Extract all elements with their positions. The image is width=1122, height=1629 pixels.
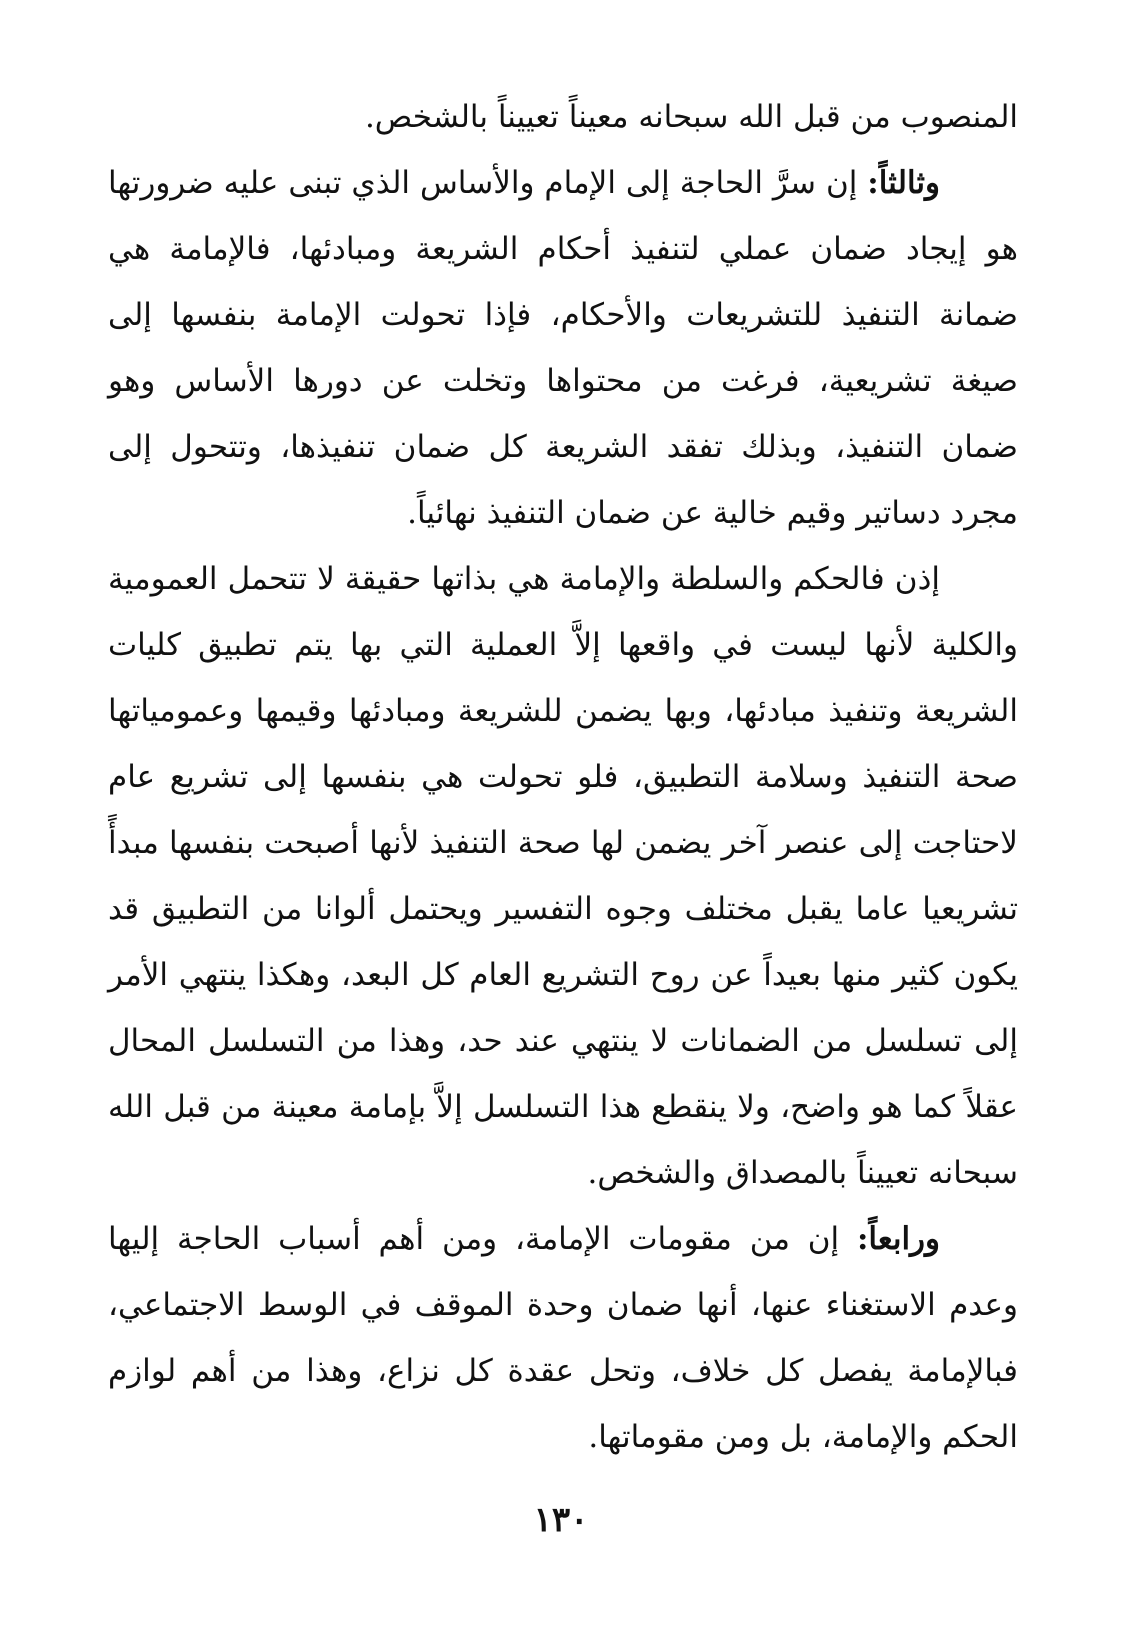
paragraph-2-lead: وثالثاً: xyxy=(867,165,940,201)
paragraph-3-text: إذن فالحكم والسلطة والإمامة هي بذاتها حقيقة لا تتحمل العمومية والكلية لأنها ليست في واقعها إلاَّ العملية التي بها يتم تطبيق كليات الشريعة وتنفيذ مبادئها، وبها يضمن للشريعة ومبادئها وقيمها وعمومياتها صحة التنفيذ وسلامة التطبيق، فلو تحولت هي بنفسها إلى تشريع عام لاحتاجت إلى عنصر آخر يضمن لها صحة التنفيذ لأنها أصبحت بنفسها مبدأً تشريعيا عاما يقبل مختلف وجوه التفسير ويحتمل ألوانا من التطبيق قد يكون كثير منها بعيداً عن روح التشريع العام كل البعد، وهكذا ينتهي الأمر إلى تسلسل من الضمانات لا ينتهي عند حد، وهذا من التسلسل المحال عقلاً كما هو واضح، ولا ينقطع هذا التسلسل إلاَّ بإمامة معينة من قبل الله سبحانه تعييناً بالمصداق والشخص. xyxy=(108,561,1018,1191)
page-number: ١٣٠ xyxy=(533,1500,589,1540)
paragraph-4-lead: ورابعاً: xyxy=(856,1221,940,1257)
paragraph-2 xyxy=(108,150,1018,546)
paragraph-4 xyxy=(108,1206,1018,1470)
paragraph-4-text: إن من مقومات الإمامة، ومن أهم أسباب الحاجة إليها وعدم الاستغناء عنها، أنها ضمان وحدة الموقف في الوسط الاجتماعي، فبالإمامة يفصل كل خلاف، وتحل عقدة كل نزاع، وهذا من أهم لوازم الحكم والإمامة، بل ومن مقوماتها. xyxy=(108,1221,1018,1455)
body-text xyxy=(108,84,1018,1470)
paragraph-1-text: المنصوب من قبل الله سبحانه معيناً تعييناً بالشخص. xyxy=(364,99,1018,135)
paragraph-1 xyxy=(108,84,1018,150)
paragraph-3 xyxy=(108,546,1018,1206)
paragraph-2-text: إن سرَّ الحاجة إلى الإمام والأساس الذي تبنى عليه ضرورتها هو إيجاد ضمان عملي لتنفيذ أحكام الشريعة ومبادئها، فالإمامة هي ضمانة التنفيذ للتشريعات والأحكام، فإذا تحولت الإمامة بنفسها إلى صيغة تشريعية، فرغت من محتواها وتخلت عن دورها الأساس وهو ضمان التنفيذ، وبذلك تفقد الشريعة كل ضمان تنفيذها، وتتحول إلى مجرد دساتير وقيم خالية عن ضمان التنفيذ نهائياً. xyxy=(108,165,1018,531)
